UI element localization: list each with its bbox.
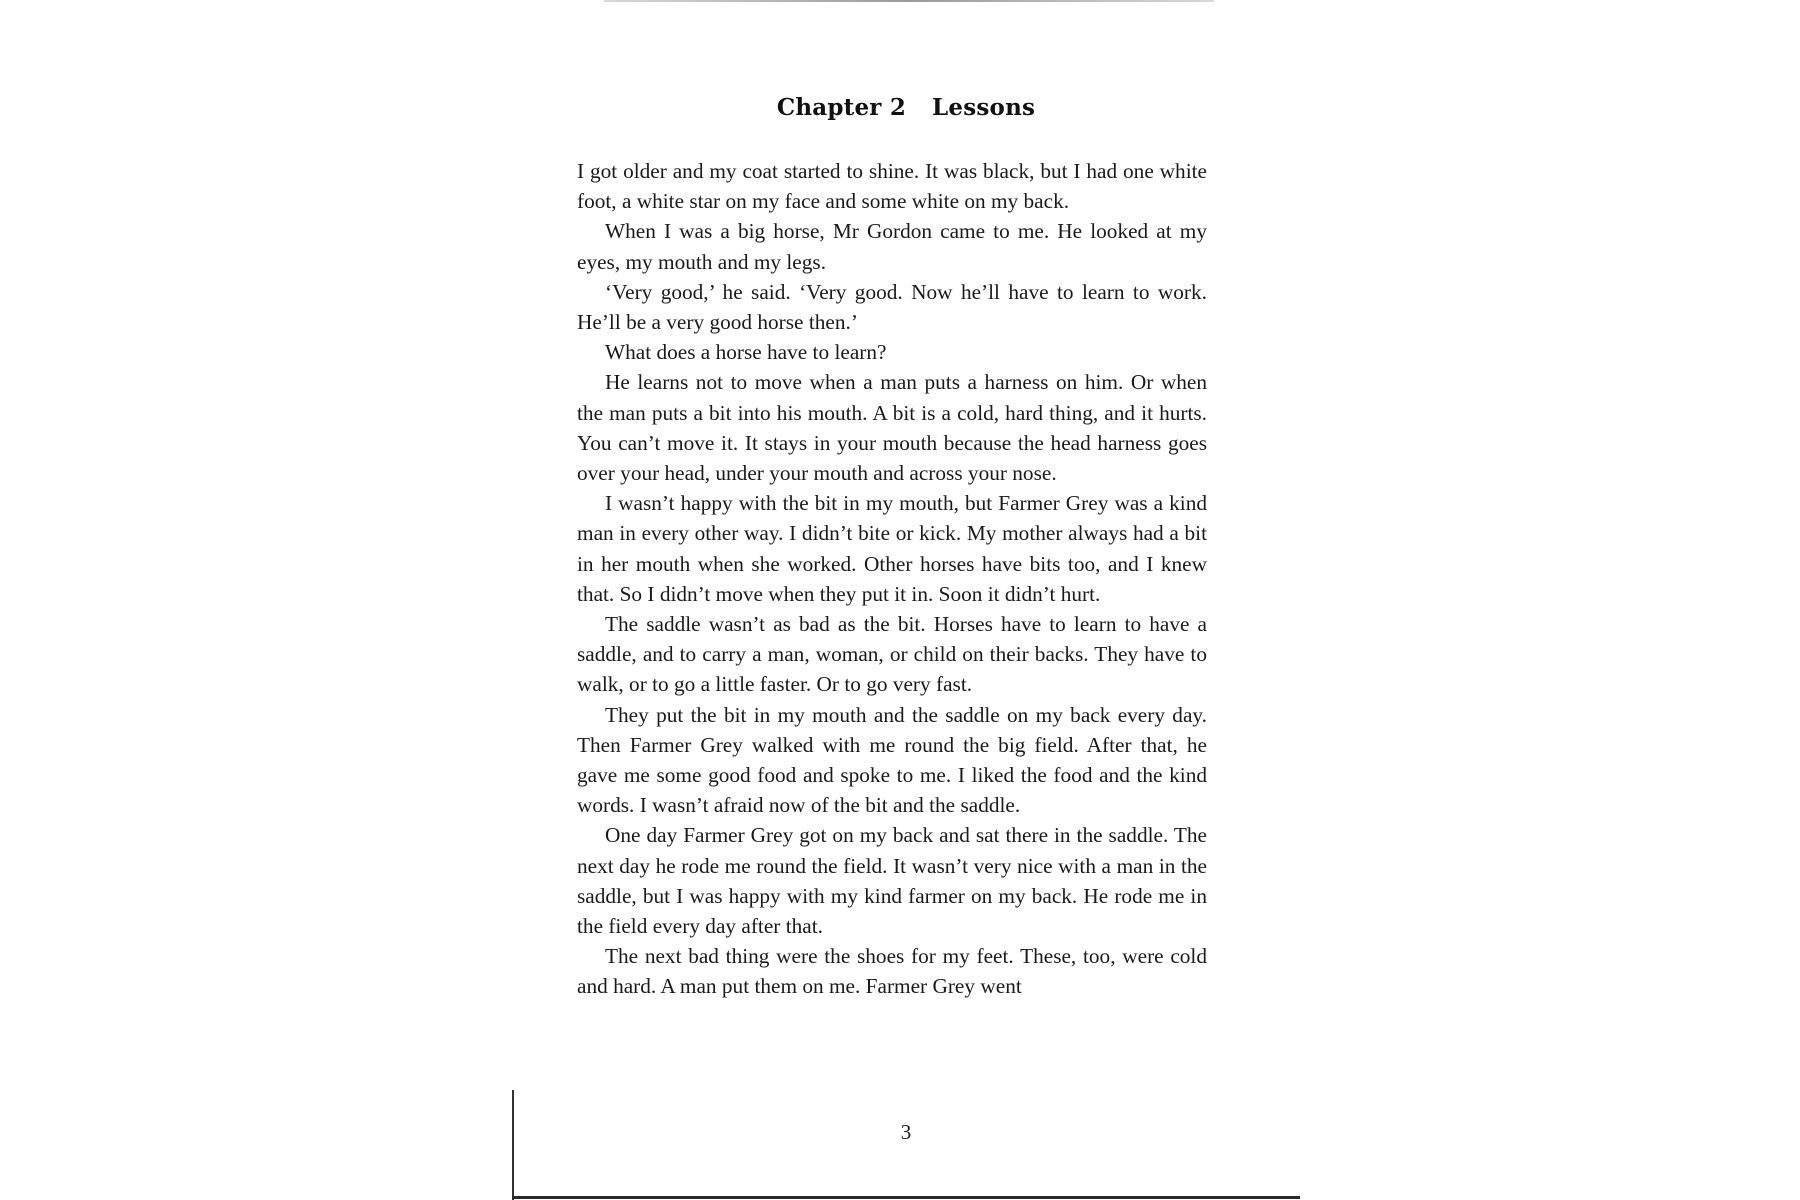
page-top-edge: [604, 0, 1214, 2]
paragraph: The next bad thing were the shoes for my feet. These, too, were cold and hard. A man put them on me. Farmer Grey went: [577, 944, 1207, 999]
chapter-number: Chapter 2: [776, 94, 907, 121]
body-text: [577, 156, 1207, 1002]
chapter-heading: [512, 94, 1300, 121]
book-page: [512, 0, 1300, 1200]
page-bottom-edge: [512, 1196, 1300, 1199]
page-left-edge: [512, 1090, 514, 1200]
paragraph: I got older and my coat started to shine. It was black, but I had one white foot, a white star on my face and some white on my back.: [577, 159, 1207, 214]
paragraph: One day Farmer Grey got on my back and sat there in the saddle. The next day he rode me round the field. It wasn’t very nice with a man in the saddle, but I was happy with my kind farmer on my back. He rode me in the field every day after that.: [577, 823, 1207, 939]
chapter-title: Lessons: [932, 94, 1036, 121]
paragraph: ‘Very good,’ he said. ‘Very good. Now he’ll have to learn to work. He’ll be a very good horse then.’: [577, 279, 1207, 335]
paragraph: The saddle wasn’t as bad as the bit. Horses have to learn to have a saddle, and to carry a man, woman, or child on their backs. They have to walk, or to go a little faster. Or to go very fast.: [577, 612, 1207, 697]
page-number: 3: [900, 1120, 912, 1144]
paragraph: What does a horse have to learn?: [605, 340, 887, 365]
paragraph: They put the bit in my mouth and the saddle on my back every day. Then Farmer Grey walked with me round the big field. After that, he gave me some good food and spoke to me. I liked the food and the kind words. I wasn’t afraid now of the bit and the saddle.: [577, 702, 1207, 818]
paragraph: He learns not to move when a man puts a harness on him. Or when the man puts a bit into his mouth. A bit is a cold, hard thing, and it hurts. You can’t move it. It stays in your mouth because the head harness goes over your head, under your mouth and across your nose.: [577, 370, 1207, 486]
paragraph: When I was a big horse, Mr Gordon came to me. He looked at my eyes, my mouth and my legs.: [577, 219, 1207, 274]
paragraph: I wasn’t happy with the bit in my mouth, but Farmer Grey was a kind man in every other way. I didn’t bite or kick. My mother always had a bit in her mouth when she worked. Other horses have bits too, and I knew that. So I didn’t move when they put it in. Soon it didn’t hurt.: [577, 491, 1207, 606]
